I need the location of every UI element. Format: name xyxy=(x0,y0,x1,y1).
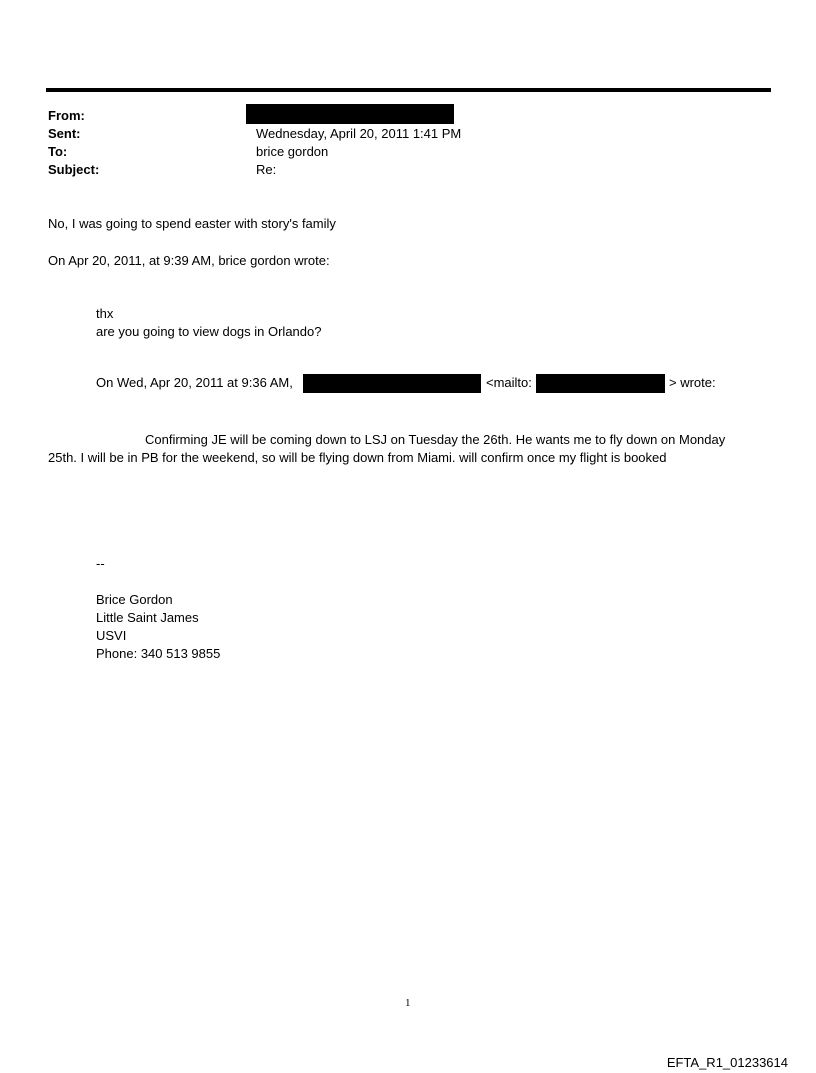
nested-intro-prefix: On Wed, Apr 20, 2011 at 9:36 AM, xyxy=(96,375,293,390)
subject-value: Re: xyxy=(256,162,277,177)
signature-name: Brice Gordon xyxy=(96,592,173,607)
quoted-line-1: thx xyxy=(96,306,114,321)
nested-intro-suffix: > wrote: xyxy=(669,375,716,390)
signature-region: USVI xyxy=(96,628,127,643)
redacted-name xyxy=(303,374,481,393)
sent-label: Sent: xyxy=(48,126,81,141)
page-number: 1 xyxy=(405,997,411,1009)
message-line-2: 25th. I will be in PB for the weekend, so will be flying down from Miami. will confirm once my flight is booked xyxy=(48,450,667,465)
redacted-sender xyxy=(246,104,454,124)
quote-intro: On Apr 20, 2011, at 9:39 AM, brice gordon wrote: xyxy=(48,253,330,268)
signature-place: Little Saint James xyxy=(96,610,199,625)
signature-phone: Phone: 340 513 9855 xyxy=(96,646,221,661)
reply-line: No, I was going to spend easter with story's family xyxy=(48,216,336,231)
nested-intro-mailto: <mailto: xyxy=(486,375,532,390)
header-rule xyxy=(46,88,771,92)
document-id: EFTA_R1_01233614 xyxy=(666,1055,788,1070)
signature-separator: -- xyxy=(96,556,105,571)
redacted-email xyxy=(536,374,665,393)
subject-label: Subject: xyxy=(48,162,100,177)
to-value: brice gordon xyxy=(256,144,329,159)
quoted-line-2: are you going to view dogs in Orlando? xyxy=(96,324,322,339)
to-label: To: xyxy=(48,144,68,159)
sent-value: Wednesday, April 20, 2011 1:41 PM xyxy=(256,126,462,141)
from-label: From: xyxy=(48,108,85,123)
message-line-1: Confirming JE will be coming down to LSJ on Tuesday the 26th. He wants me to fly down on Monday xyxy=(145,432,726,447)
